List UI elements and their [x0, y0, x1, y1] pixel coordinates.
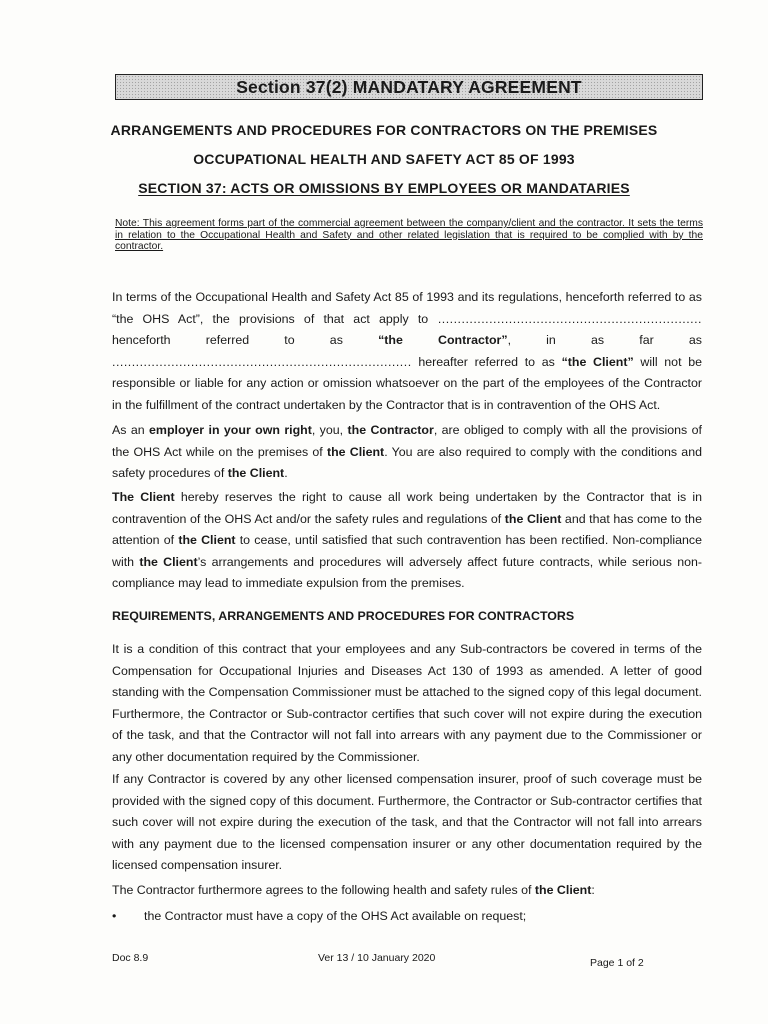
heading-ohs-act: OCCUPATIONAL HEALTH AND SAFETY ACT 85 OF 1993 [193, 151, 575, 167]
paragraph-client-rights [112, 487, 702, 595]
p3-text-4: ’s arrangements and procedures will adversely affect future contracts, while serious non-compliance may lead to immediate expulsion from the premises. [112, 554, 702, 590]
p2-text-4: . You are also required to comply with the conditions and safety procedures of [112, 444, 702, 480]
p1-text-1: In terms of the Occupational Health and Safety Act 85 of 1993 and its regulations, henceforth referred to as “the OHS Act”, the provisions of that act apply to [112, 290, 702, 326]
title-banner [115, 74, 703, 100]
p2-bold-3: the Client [326, 444, 385, 459]
paragraph-rules-intro [112, 880, 702, 902]
p3-text-3: to cease, until satisfied that such contravention has been rectified. Non-compliance with [112, 533, 703, 569]
p6-text-1: The Contractor furthermore agrees to the following health and safety rules of [112, 883, 532, 897]
p1-blank-1: ................................................................... [428, 311, 702, 326]
agreement-note: Note: This agreement forms part of the commercial agreement between the company/client and the contractor. It sets the terms in relation to the Occupational Health and Safety and other related legislation that is required to be complied with by the contractor. [115, 218, 703, 252]
p2-bold-1: employer in your own right [149, 423, 312, 437]
p3-bold-1: The Client [112, 490, 175, 504]
p1-bold-contractor: “the Contractor” [378, 333, 508, 347]
paragraph-employer [112, 420, 702, 485]
p3-text-1: hereby reserves the right to cause all work being undertaken by the Contractor that is in contravention of the OHS Act and/or the safety rules and regulations of [112, 490, 703, 526]
footer-doc-ref: Doc 8.9 [112, 952, 149, 964]
section-subheading: REQUIREMENTS, ARRANGEMENTS AND PROCEDURES FOR CONTRACTORS [112, 609, 575, 623]
paragraph-insurer: If any Contractor is covered by any other licensed compensation insurer, proof of such coverage must be provided with the signed copy of this document. Furthermore, the Contractor or Sub-contractor certifies that such cover will not expire during the execution of the task, and that the Contractor will not fall into arrears with any payment due to the licensed compensation insurer or any other documentation required by the licensed compensation insurer. [112, 772, 702, 872]
p3-text-2: and that has come to the attention of [112, 511, 702, 547]
p3-bold-4: the Client [139, 554, 198, 569]
p2-text-5: . [284, 466, 288, 480]
heading-arrangements: ARRANGEMENTS AND PROCEDURES FOR CONTRACTORS ON THE PREMISES [110, 122, 658, 138]
footer-version: Ver 13 / 10 January 2020 [318, 952, 436, 964]
p1-bold-client: “the Client” [561, 354, 634, 369]
p2-text-1: As an [112, 423, 145, 437]
p1-blank-2: ............................................................................ [112, 354, 412, 369]
p1-text-4: hereafter referred to as [411, 354, 555, 369]
heading-section-37: SECTION 37: ACTS OR OMISSIONS BY EMPLOYEES OR MANDATARIES [138, 180, 630, 196]
p1-text-2: henceforth referred to as [112, 333, 343, 347]
p1-text-3: , in as far as [507, 333, 702, 347]
p3-bold-2: the Client [504, 511, 562, 526]
paragraph-compensation: It is a condition of this contract that your employees and any Sub-contractors be covered in terms of the Compensation for Occupational Injuries and Diseases Act 130 of 1993 as amended. A letter of good standing with the Compensation Commissioner must be attached to the signed copy of this legal document. Furthermore, the Contractor or Sub-contractor certifies that such cover will not expire during the execution of the task, and that the Contractor will not fall into arrears with any payment due to the Commissioner or any other documentation required by the Commissioner. [112, 642, 702, 764]
p1-text-5: will not be responsible or liable for any action or omission whatsoever on the part of the employees of the Contractor in the fulfillment of the contract undertaken by the Contractor that is in contravention of the OHS Act. [112, 354, 702, 412]
p3-bold-3: the Client [178, 533, 236, 547]
footer-page-number: Page 1 of 2 [590, 957, 644, 969]
list-item-text: the Contractor must have a copy of the OHS Act available on request; [144, 909, 527, 923]
p2-bold-2: the Contractor [347, 423, 434, 437]
p6-text-2: : [591, 883, 595, 897]
p2-text-2: , you, [311, 423, 344, 437]
paragraph-terms [112, 287, 702, 416]
p2-text-3: , are obliged to comply with all the provisions of the OHS Act while on the premises of [112, 423, 702, 459]
document-title: Section 37(2) MANDATARY AGREEMENT [236, 77, 582, 97]
bullet-icon: • [112, 909, 117, 923]
p6-bold-client: the Client [534, 883, 592, 897]
p2-bold-4: the Client [227, 466, 285, 480]
